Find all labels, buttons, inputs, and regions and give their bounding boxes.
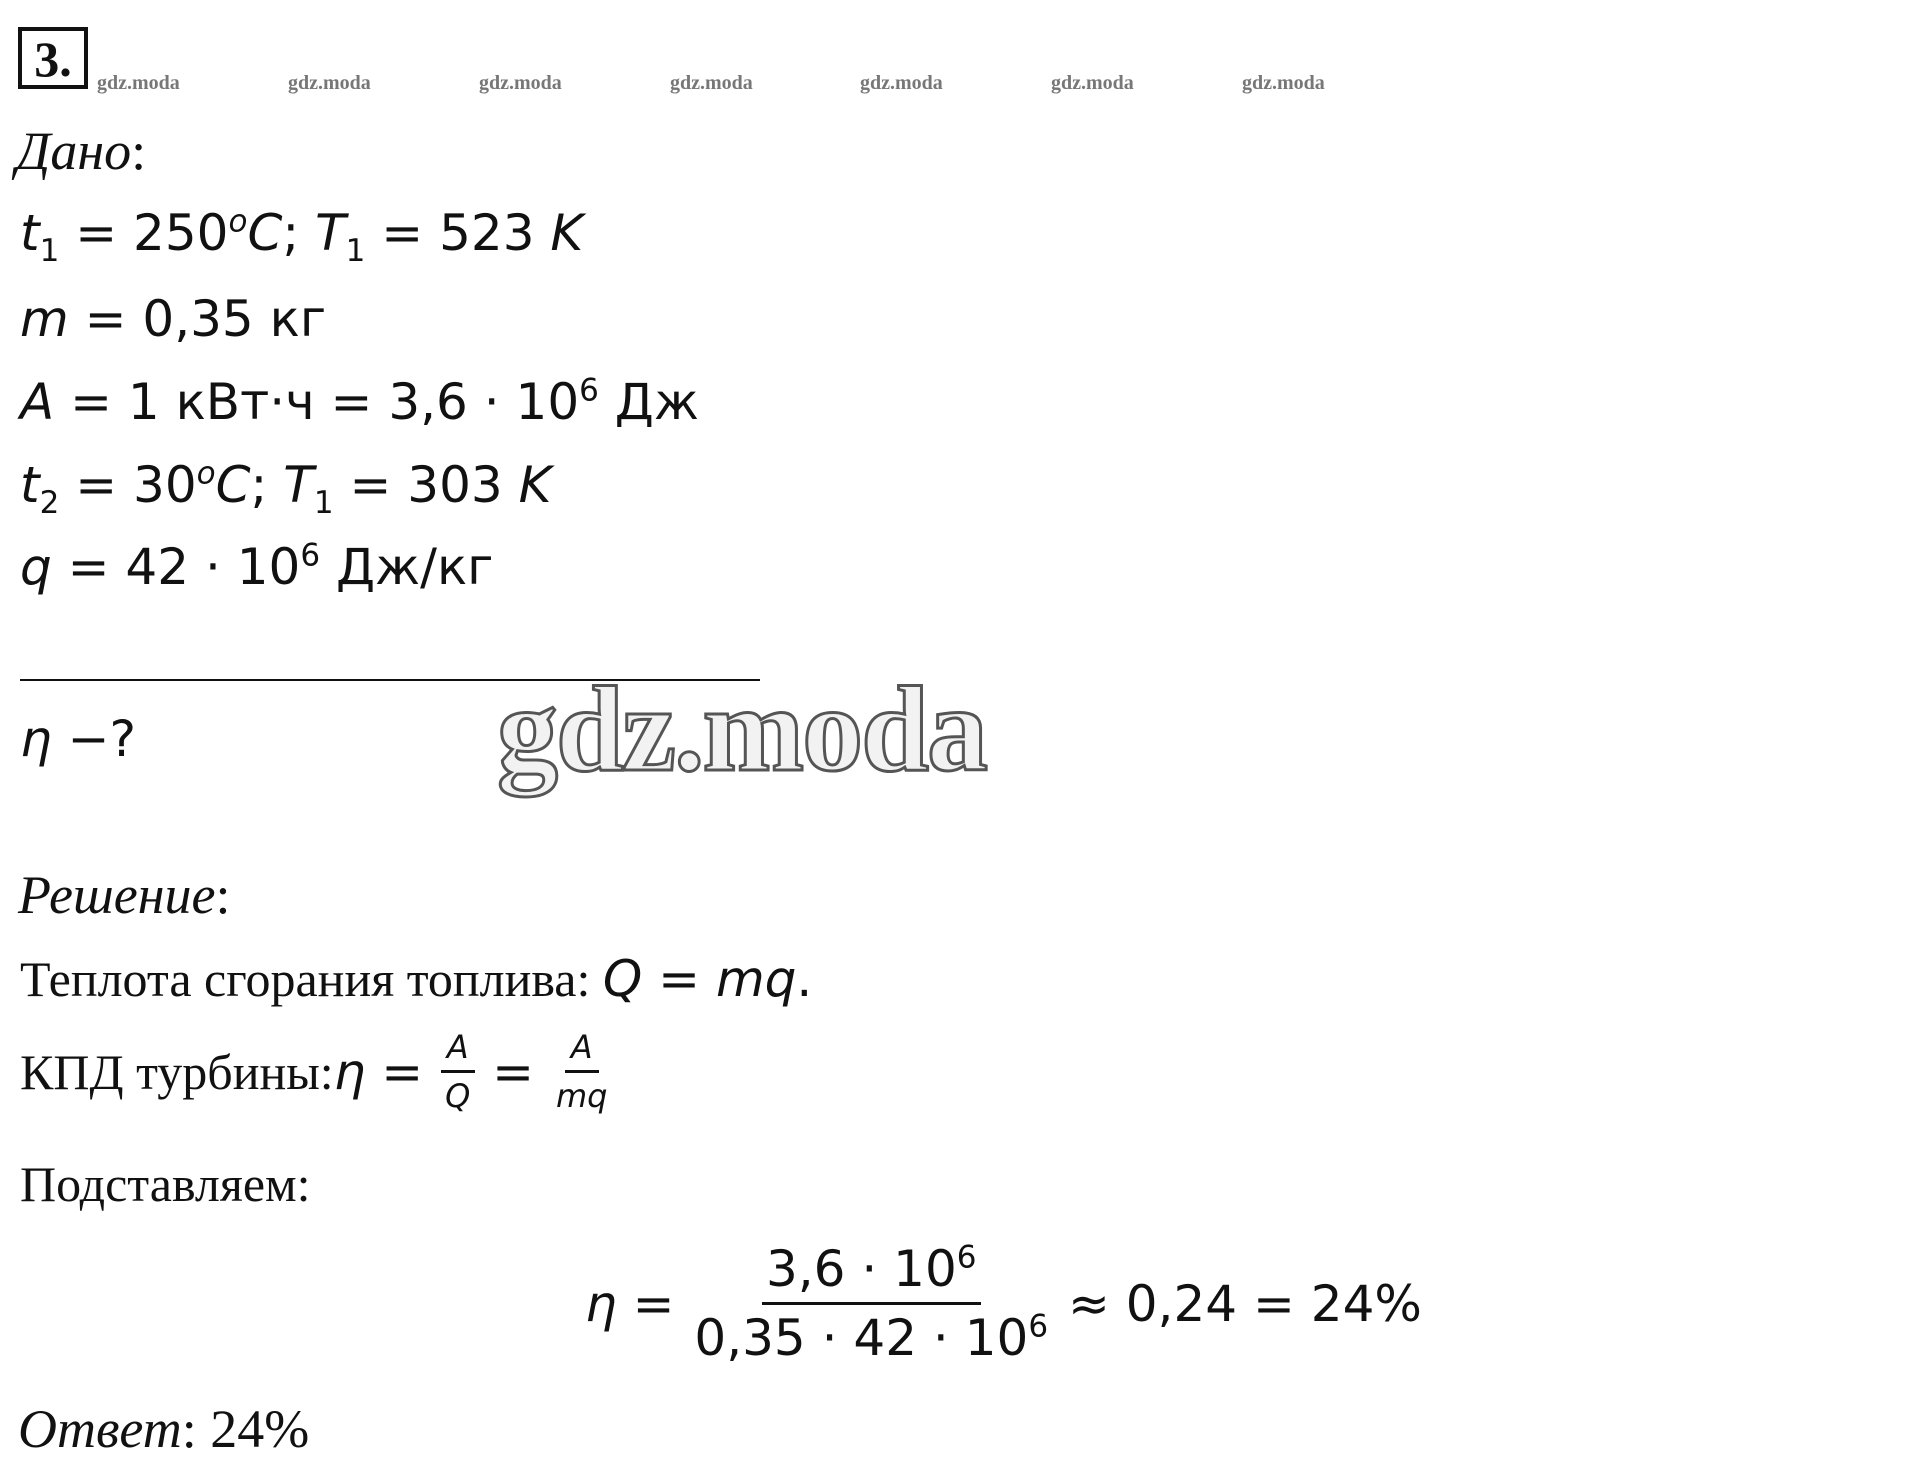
answer-line: Ответ: 24% bbox=[18, 1399, 310, 1459]
watermark-small: gdz.moda bbox=[479, 72, 562, 94]
watermark-small: gdz.moda bbox=[860, 72, 943, 94]
fraction-a-over-q: $\frac{A}{Q}$ bbox=[439, 1028, 476, 1115]
given-line-heat-of-combustion: $q = 42 \cdot 10^6$ Дж/кг bbox=[20, 537, 494, 596]
watermark-small: gdz.moda bbox=[670, 72, 753, 94]
given-line-temperature-2: $t_2 = 30^oC$; $T_1 = 303$ K bbox=[20, 455, 552, 521]
given-line-mass: m = 0,35 кг bbox=[20, 290, 327, 348]
given-line-work: A = 1 $кВт\cdot ч = 3,6 \cdot 10^6$ Дж bbox=[20, 372, 699, 431]
substitute-label: Подставляем: bbox=[20, 1156, 311, 1212]
watermark-large: gdz.moda bbox=[497, 662, 986, 797]
calculation-line: η = $\frac{3,6 \cdot 10^6}{0,35 \cdot 42 \cdot 10^6}$ ≈ 0,24 = 24% bbox=[585, 1239, 1422, 1367]
find-line: η −? bbox=[20, 710, 137, 768]
watermark-small: gdz.moda bbox=[1051, 72, 1134, 94]
given-line-temperature-1: $t_1 = 250^oC$; $T_1 = 523$ K bbox=[20, 203, 584, 269]
task-number: 3. bbox=[18, 27, 88, 89]
watermark-small: gdz.moda bbox=[1242, 72, 1325, 94]
heat-formula-line: Теплота сгорания топлива: Q = mq. bbox=[20, 950, 813, 1008]
watermark-small: gdz.moda bbox=[97, 72, 180, 94]
solution-heading: Решение: bbox=[18, 865, 231, 925]
fraction-a-over-mq: $\frac{A}{mq}$ bbox=[555, 1028, 608, 1115]
efficiency-formula-line: КПД турбины: η = $\frac{A}{Q}$ = $\frac{A}{mq}$ bbox=[20, 1028, 613, 1115]
calculation-fraction: $\frac{3,6 \cdot 10^6}{0,35 \cdot 42 \cdot 10^6}$ bbox=[694, 1239, 1049, 1367]
given-heading: Дано: bbox=[16, 121, 147, 181]
watermark-small: gdz.moda bbox=[288, 72, 371, 94]
